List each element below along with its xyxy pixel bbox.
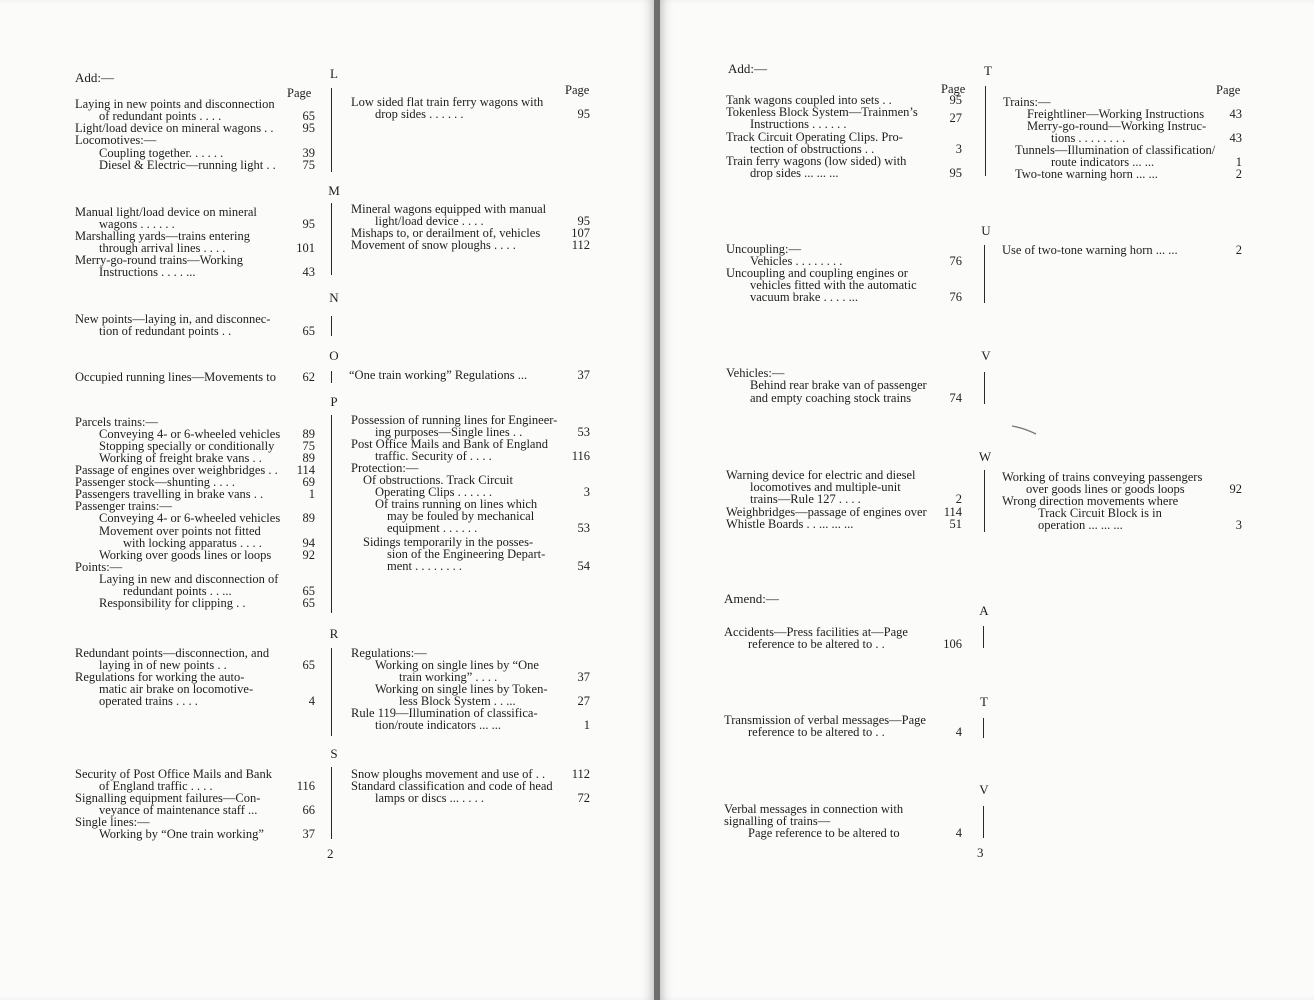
index-entry: New points—laying in, and disconnec- [75,312,271,326]
section-divider [983,718,984,738]
index-entry: Use of two-tone warning horn ... ... [1002,243,1178,257]
section-divider [331,648,332,736]
page-ref: 89 [302,427,315,441]
index-entry: Snow ploughs movement and use of . . [351,767,546,781]
section-divider [985,86,986,176]
page-ref: 95 [577,214,590,228]
section-letter-t: T [984,63,992,78]
index-entry: Of trains running on lines which [375,497,538,511]
page-ref: 95 [949,166,962,180]
index-entry: Working of freight brake vans . . [99,451,262,465]
index-entry: vehicles fitted with the automatic [750,278,917,292]
index-entry: Merry-go-round trains—Working [75,253,244,267]
page-ref: 43 [1229,107,1242,121]
index-entry: tions . . . . . . . . [1051,131,1126,145]
page-ref: 1 [308,487,315,501]
index-entry: Post Office Mails and Bank of England [351,437,548,451]
page-ref: 112 [571,767,590,781]
section-letter-n: N [329,290,339,305]
page-ref: 1 [1235,155,1242,169]
index-entry: redundant points . . ... [123,584,232,598]
index-entry: through arrival lines . . . . [99,241,226,255]
pencil-mark [1010,422,1038,436]
page-ref: 114 [296,463,315,477]
index-entry: Behind rear brake van of passenger [750,378,927,392]
section-letter-s: S [330,746,338,761]
section-letter-a: A [979,603,989,618]
index-entry: Conveying 4- or 6-wheeled vehicles [99,427,281,441]
page-column-label: Page [287,86,312,100]
index-entry: Standard classification and code of head [351,779,553,793]
page-ref: 94 [302,536,315,550]
index-entry: Verbal messages in connection with [724,802,904,816]
index-entry: Merry-go-round—Working Instruc- [1027,119,1207,133]
index-entry: Single lines:— [75,815,150,829]
section-letter-v2: V [979,782,989,797]
page-ref: 89 [302,511,315,525]
amend-heading: Amend:— [724,591,779,606]
page-ref: 1 [583,718,590,732]
index-entry: Occupied running lines—Movements to [75,370,277,384]
page-ref: 106 [943,637,962,651]
index-entry: with locking apparatus . . . . [123,536,262,550]
page-ref: 116 [571,449,590,463]
index-entry: Vehicles:— [726,366,785,380]
index-entry: Two-tone warning horn ... ... [1015,167,1158,181]
page-ref: 27 [949,111,962,125]
section-letter-l: L [330,66,338,81]
page-ref: 43 [302,265,315,279]
index-entry: train working” . . . . [399,670,498,684]
index-entry: Conveying 4- or 6-wheeled vehicles [99,511,281,525]
index-entry: tion of redundant points . . [99,324,232,338]
right-page [660,0,1314,1000]
index-entry: signalling of trains— [724,814,831,828]
index-entry: Rule 119—Illumination of classifica- [351,706,538,720]
section-letter-r: R [329,626,339,641]
index-entry: ing purposes—Single lines . . [375,425,523,439]
page-ref: 95 [577,107,590,121]
index-entry: equipment . . . . . . [387,521,478,535]
index-entry: Passenger trains:— [75,499,172,513]
page-ref: 65 [302,658,315,672]
index-entry: Parcels trains:— [75,415,158,429]
index-entry: Points:— [75,560,123,574]
page-ref: 43 [1229,131,1242,145]
index-entry: Wrong direction movements where [1002,494,1179,508]
index-entry: drop sides . . . . . . [375,107,464,121]
add-heading: Add:— [728,61,767,76]
index-entry: Laying in new points and disconnection [75,97,275,111]
page-ref: 116 [296,779,315,793]
page-ref: 112 [571,238,590,252]
page-ref: 76 [949,254,962,268]
index-entry: Passenger stock—shunting . . . . [75,475,236,489]
index-entry: Instructions . . . . ... [99,265,196,279]
page-ref: 95 [302,121,315,135]
section-divider [984,470,985,532]
page-column-label: Page [941,82,966,96]
page-column-label-right: Page [1216,83,1241,97]
page-ref: 75 [302,158,315,172]
page-ref: 95 [949,93,962,107]
index-entry: ment . . . . . . . . [387,559,462,573]
index-entry: Coupling together. . . . . . [99,146,224,160]
section-divider [984,245,985,303]
page-ref: 53 [577,521,590,535]
index-entry: Whistle Boards . . ... ... ... [726,517,854,531]
index-entry: Locomotives:— [75,133,157,147]
page-ref: 92 [302,548,315,562]
index-entry: and empty coaching stock trains [750,391,912,405]
index-entry: Working on single lines by Token- [375,682,548,696]
index-entry: Transmission of verbal messages—Page [724,713,926,727]
section-letter-v: V [981,348,991,363]
index-entry: Weighbridges—passage of engines over [726,505,927,519]
index-entry: Movement over points not fitted [99,524,261,538]
index-entry: lamps or discs ... . . . . [375,791,485,805]
index-entry: Tunnels—Illumination of classification/ [1015,143,1216,157]
index-entry: Accidents—Press facilities at—Page [724,625,908,639]
page-ref: 89 [302,451,315,465]
index-entry: Train ferry wagons (low sided) with [726,154,907,168]
page-ref: 62 [302,370,315,384]
page-ref: 65 [302,596,315,610]
page-ref: 2 [955,492,962,506]
page-ref: 2 [1235,243,1242,257]
index-entry: laying in of new points . . [99,658,227,672]
index-entry: light/load device . . . . [375,214,484,228]
index-entry: Page reference to be altered to [748,826,900,840]
index-entry: Track Circuit Block is in [1038,506,1162,520]
index-entry: Passengers travelling in brake vans . . [75,487,264,501]
index-entry: reference to be altered to . . [748,637,885,651]
page-ref: 114 [943,505,962,519]
index-entry: Freightliner—Working Instructions [1027,107,1205,121]
index-entry: Marshalling yards—trains entering [75,229,250,243]
page-ref: 75 [302,439,315,453]
index-entry: less Block System . . ... [399,694,516,708]
index-entry: Laying in new and disconnection of [99,572,279,586]
index-entry: Uncoupling:— [726,242,801,256]
section-divider [331,316,332,336]
page-ref: 3 [583,485,590,499]
section-divider [984,372,985,404]
index-entry: Tank wagons coupled into sets . . [726,93,892,107]
index-entry: veyance of maintenance staff ... [99,803,258,817]
page-ref: 107 [571,226,590,240]
index-entry: Warning device for electric and diesel [726,468,916,482]
page-ref: 72 [577,791,590,805]
index-entry: matic air brake on locomotive- [99,682,254,696]
page-ref: 51 [949,517,962,531]
page-ref: 69 [302,475,315,489]
index-entry: Security of Post Office Mails and Bank [75,767,272,781]
index-entry: “One train working” Regulations ... [349,368,528,382]
section-letter-p: P [330,394,338,409]
page-column-label-right: Page [565,83,590,97]
page-ref: 65 [302,109,315,123]
page-ref: 65 [302,584,315,598]
index-entry: Signalling equipment failures—Con- [75,791,261,805]
index-entry: of redundant points . . . . [99,109,222,123]
page-ref: 3 [1235,518,1242,532]
page-number: 2 [327,846,334,861]
page-number: 3 [977,845,984,860]
section-letter-t2: T [980,694,988,709]
index-entry: Mishaps to, or derailment of, vehicles [351,226,541,240]
page-ref: 39 [302,146,315,160]
section-letter-w: W [978,449,992,464]
index-entry: Responsibility for clipping . . [99,596,246,610]
page-ref: 4 [955,826,962,840]
index-entry: traffic. Security of . . . . [375,449,492,463]
index-entry: Diesel & Electric—running light . . [99,158,276,172]
section-divider [331,415,332,613]
index-entry: Regulations:— [351,646,427,660]
page-ref: 92 [1229,482,1242,496]
index-entry: Uncoupling and coupling engines or [726,266,908,280]
index-entry: trains—Rule 127 . . . . [750,492,861,506]
page-ref: 27 [577,694,590,708]
page-ref: 3 [955,142,962,156]
index-entry: operation ... ... ... [1038,518,1123,532]
index-entry: Mineral wagons equipped with manual [351,202,547,216]
page-ref: 95 [302,217,315,231]
section-letter-o: O [329,348,339,363]
page-ref: 66 [302,803,315,817]
index-entry: Vehicles . . . . . . . . [750,254,843,268]
section-divider [331,203,332,275]
index-entry: Stopping specially or conditionally [99,439,275,453]
page-ref: 37 [577,670,590,684]
index-entry: locomotives and multiple-unit [750,480,901,494]
index-entry: Redundant points—disconnection, and [75,646,270,660]
index-entry: of England traffic . . . . [99,779,213,793]
page-ref: 2 [1235,167,1242,181]
index-entry: route indicators ... ... [1051,155,1155,169]
section-divider [331,88,332,172]
index-entry: Working over goods lines or loops [99,548,272,562]
section-letter-u: U [981,223,991,238]
page-ref: 53 [577,425,590,439]
index-entry: Trains:— [1003,95,1051,109]
index-entry: over goods lines or goods loops [1026,482,1185,496]
index-entry: vacuum brake . . . . ... [750,290,858,304]
section-divider [983,626,984,648]
index-entry: Operating Clips . . . . . . [375,485,493,499]
index-entry: Light/load device on mineral wagons . . [75,121,274,135]
index-entry: Protection:— [351,461,419,475]
index-entry: Working by “One train working” [99,827,264,841]
page-ref: 76 [949,290,962,304]
index-entry: Working on single lines by “One [375,658,539,672]
page-ref: 37 [577,368,590,382]
index-entry: Track Circuit Operating Clips. Pro- [726,130,903,144]
left-page [0,0,654,1000]
index-entry: tection of obstructions . . [750,142,875,156]
page-ref: 4 [308,694,315,708]
index-entry: Of obstructions. Track Circuit [363,473,513,487]
page-ref: 37 [302,827,315,841]
page-ref: 101 [296,241,315,255]
index-entry: Tokenless Block System—Trainmen’s [726,105,918,119]
index-entry: Sidings temporarily in the posses- [363,535,534,549]
index-entry: Instructions . . . . . . [750,117,847,131]
index-entry: reference to be altered to . . [748,725,885,739]
index-entry: may be fouled by mechanical [387,509,535,523]
index-entry: Manual light/load device on mineral [75,205,257,219]
index-entry: tion/route indicators ... ... [375,718,502,732]
section-divider [331,371,332,383]
section-letter-m: M [328,183,340,198]
page-ref: 4 [955,725,962,739]
section-divider [983,806,984,838]
index-entry: Movement of snow ploughs . . . . [351,238,516,252]
index-entry: Passage of engines over weighbridges . . [75,463,278,477]
section-divider [331,767,332,839]
index-entry: drop sides ... ... ... [750,166,839,180]
index-entry: wagons . . . . . . [99,217,175,231]
index-entry: Regulations for working the auto- [75,670,245,684]
index-entry: sion of the Engineering Depart- [387,547,546,561]
page-ref: 65 [302,324,315,338]
page-ref: 54 [577,559,590,573]
index-entry: Working of trains conveying passengers [1002,470,1203,484]
page-ref: 74 [949,391,962,405]
add-heading: Add:— [75,70,114,85]
index-entry: Low sided flat train ferry wagons with [351,95,544,109]
index-entry: Possession of running lines for Engineer- [351,413,558,427]
index-entry: operated trains . . . . [99,694,198,708]
